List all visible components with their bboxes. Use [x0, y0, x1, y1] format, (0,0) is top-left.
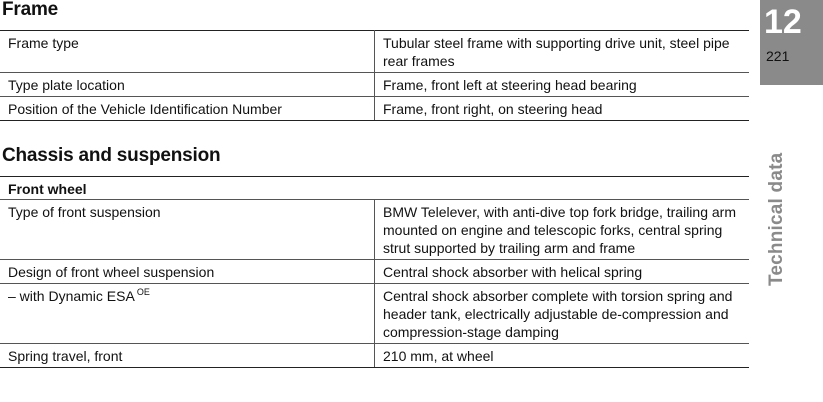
table-row — [0, 200, 749, 260]
spec-key: Type of front suspension — [0, 200, 375, 260]
spec-key: – with Dynamic ESA — [8, 288, 135, 304]
spec-value: 210 mm, at wheel — [375, 344, 750, 368]
table-row — [0, 31, 749, 73]
spec-value: BMW Telelever, with anti-dive top fork bridge, trailing arm mounted on engine and telescopic forks, central spring strut supported by trailing arm and frame — [375, 200, 750, 260]
section-title-chassis: Chassis and suspension — [2, 145, 221, 166]
spec-value: Frame, front right, on steering head — [375, 97, 750, 121]
spec-value: Frame, front left at steering head bearing — [375, 73, 750, 97]
spec-key-cell — [0, 284, 375, 344]
page-number: 221 — [766, 48, 790, 64]
frame-spec-table — [0, 30, 749, 121]
table-row — [0, 97, 749, 121]
chapter-label: Technical data — [766, 152, 787, 286]
option-equipment-mark: OE — [136, 287, 150, 298]
chassis-spec-table — [0, 176, 749, 368]
spec-key: Design of front wheel suspension — [0, 260, 375, 284]
table-row — [0, 344, 749, 368]
chapter-number: 12 — [764, 3, 802, 41]
spec-key: Type plate location — [0, 73, 375, 97]
table-row — [0, 284, 749, 344]
spec-value: Central shock absorber complete with torsion spring and header tank, electrically adjustable de-compression and compression-stage damping — [375, 284, 750, 344]
table-row — [0, 260, 749, 284]
table-row — [0, 73, 749, 97]
spec-value: Central shock absorber with helical spring — [375, 260, 750, 284]
spec-key: Position of the Vehicle Identification Number — [0, 97, 375, 121]
table-subheading-row — [0, 177, 749, 200]
section-title-frame: Frame — [2, 0, 59, 20]
spec-key: Frame type — [0, 31, 375, 73]
spec-key: Spring travel, front — [0, 344, 375, 368]
spec-value: Tubular steel frame with supporting drive unit, steel pipe rear frames — [375, 31, 750, 73]
subheading-front-wheel: Front wheel — [0, 177, 749, 200]
